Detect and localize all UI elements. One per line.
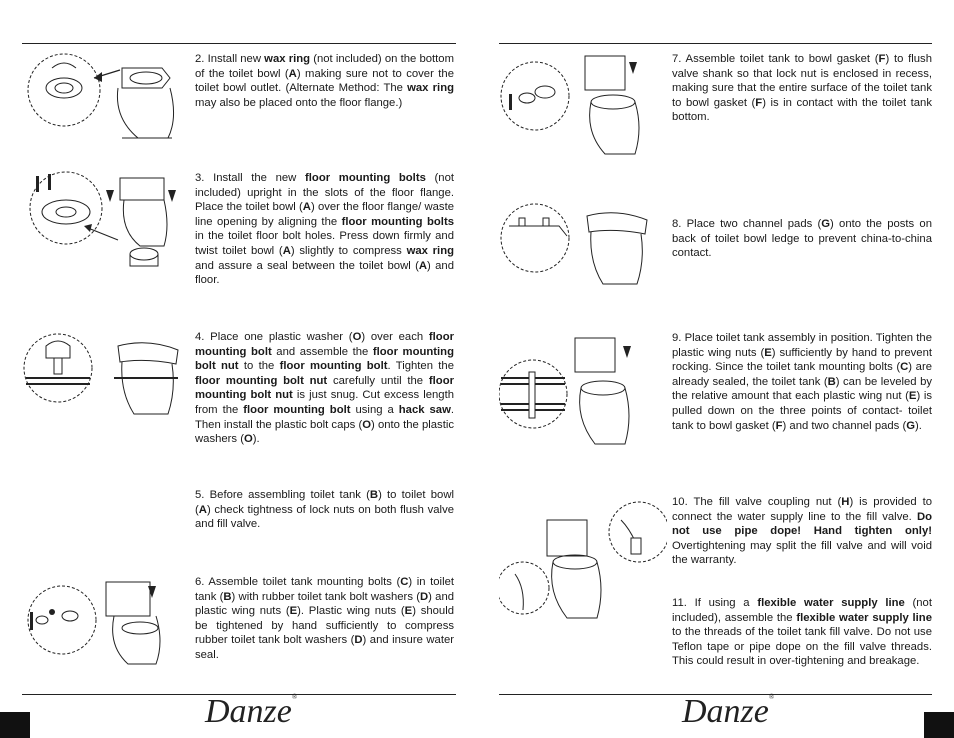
bold-term: H <box>841 496 850 508</box>
text-run: ) and two channel pads ( <box>782 419 907 432</box>
bold-term: A <box>288 67 297 80</box>
bold-term: wax ring <box>264 53 311 65</box>
text-run: may also be placed onto the floor flange.) <box>195 96 403 109</box>
bold-term: F <box>755 96 763 109</box>
text-run: ) to toilet bowl ( <box>195 489 454 516</box>
text-run: ) sufficiently by hand to prevent rocking. Since the toilet tank mounting bolts ( <box>672 346 932 374</box>
text-run: 4. Place one plastic washer ( <box>195 331 353 343</box>
text-run: 9. Place toilet tank assembly in position. Tighten the plastic wing nuts ( <box>672 332 932 359</box>
text-run: ) should be tightened by hand sufficiently to compress rubber toilet tank bolt washers ( <box>195 605 454 647</box>
text-run: ) and floor. <box>195 259 454 287</box>
text-run: carefully until the <box>327 374 429 387</box>
bold-term: flexible water supply line <box>757 597 905 609</box>
bold-term: A <box>302 201 311 214</box>
bold-term: E <box>289 605 298 618</box>
text-run: ) is pulled down on the three points of contact- toilet tank to bowl gasket ( <box>672 390 932 432</box>
tank-gasket-illustration <box>499 52 659 164</box>
text-run: ) and insure water seal. <box>195 634 454 661</box>
bold-term: G <box>906 419 916 432</box>
bold-term: flexible water supply line <box>796 611 932 624</box>
text-run: ) can be leveled by the relative amount that each plastic wing nut ( <box>672 375 933 403</box>
step-11-text <box>672 596 932 669</box>
text-run: ). Plastic wing nuts ( <box>297 605 405 618</box>
text-run: ) making sure not to cover the toilet bowl outlet. (Alternate Method: The <box>195 67 454 95</box>
floor-bolts-illustration <box>22 168 182 280</box>
text-run: ) in toilet tank ( <box>195 576 454 603</box>
bold-term: O <box>243 433 253 446</box>
text-run: 6. Assemble toilet tank mounting bolts ( <box>195 576 401 588</box>
text-run: ) slightly to compress <box>290 244 407 257</box>
text-run: ) and plastic wing nuts ( <box>195 590 455 618</box>
bold-term: E <box>404 605 413 618</box>
step-9-text <box>672 331 932 433</box>
tank-position-illustration <box>499 332 659 456</box>
text-run: Overtightening may split the fill valve and will void the warranty. <box>672 539 932 567</box>
bold-term: F <box>775 419 783 432</box>
text-run: 7. Assemble toilet tank to bowl gasket ( <box>672 53 879 65</box>
bold-term: B <box>369 489 379 501</box>
text-run: in the toilet floor bolt holes. Press down firmly and twist toilet bowl ( <box>195 230 454 257</box>
tank-bolts-illustration <box>22 572 182 688</box>
bolt-nut-illustration <box>22 326 182 426</box>
right-page-tab <box>924 712 954 738</box>
text-run: (not included) on the bottom of the toilet bowl ( <box>195 53 454 80</box>
text-run: 8. Place two channel pads ( <box>672 218 822 230</box>
text-run: and assemble the <box>271 345 373 358</box>
text-run: . Then install the plastic bolt caps ( <box>195 403 454 431</box>
bold-term: A <box>418 259 428 272</box>
channel-pads-illustration <box>499 196 659 296</box>
text-run: ) onto the posts on back of toilet bowl ledge to prevent china-to-china contact. <box>672 218 932 260</box>
bold-term: G <box>821 218 831 230</box>
bold-term: floor mounting bolts <box>305 172 426 184</box>
text-run: ) to flush valve shank so that lock nut is enclosed in recess, making sure that the entire surface of the toilet tank to bowl gasket ( <box>672 53 932 109</box>
text-run: 10. The fill valve coupling nut ( <box>672 496 842 508</box>
text-run: 3. Install the new <box>195 172 306 184</box>
bold-term: O <box>352 331 362 343</box>
step-3-text <box>195 171 454 288</box>
bold-term: F <box>878 53 886 65</box>
bold-term: D <box>354 634 363 647</box>
wax-ring-illustration <box>22 48 182 148</box>
text-run: ) is in contact with the toilet tank bottom. <box>672 96 932 124</box>
bold-term: E <box>764 346 772 359</box>
bold-term: floor mounting bolt <box>279 360 388 373</box>
text-run: ) over each <box>361 331 429 343</box>
bold-term: floor mounting bolt <box>243 403 351 416</box>
text-run: is just snug. Cut excess length from the <box>195 389 454 416</box>
text-run: ) with rubber toilet tank bolt washers ( <box>231 590 420 603</box>
step-2-text <box>195 52 454 110</box>
bold-term: wax ring <box>407 82 454 95</box>
bold-term: floor mounting bolt nut <box>195 345 454 373</box>
step-8-text <box>672 217 932 261</box>
left-page-tab <box>0 712 30 738</box>
text-run: to the threads of the toilet tank fill valve. Do not use Teflon tape or pipe dope on the fill valve threads. This could result in over-tightening and breakage. <box>672 626 932 668</box>
step-10-text <box>672 495 932 568</box>
left-top-rule <box>22 43 456 44</box>
text-run: . Tighten the <box>387 360 454 373</box>
step-5-text <box>195 488 454 532</box>
brand-logo-right: Danze® <box>682 693 775 730</box>
bold-term: floor mounting bolt nut <box>195 374 328 387</box>
text-run: ) is provided to connect the water supply line to the fill valve. <box>672 496 933 523</box>
text-run: 5. Before assembling toilet tank ( <box>195 489 370 501</box>
text-run: to the <box>238 360 280 373</box>
text-run: ). <box>252 433 260 446</box>
water-supply-illustration <box>499 500 667 624</box>
text-run: ) check tightness of lock nuts on both flush valve and fill valve. <box>195 503 454 531</box>
text-run: ) are already sealed, the toilet tank ( <box>672 361 932 388</box>
bold-term: floor mounting bolts <box>341 215 454 228</box>
bold-term: D <box>419 590 429 603</box>
text-run: (not included), assemble the <box>672 597 932 624</box>
bold-term: A <box>198 503 207 516</box>
bold-term: B <box>827 375 836 388</box>
bold-term: wax ring <box>406 244 454 257</box>
text-run: ) over the floor flange/ waste line opening by aligning the <box>195 201 454 228</box>
text-run: (not included) upright in the slots of the floor flange. Place the toilet bowl ( <box>195 172 455 214</box>
bold-term: floor mounting bolt <box>195 331 455 358</box>
text-run: ) onto the plastic washers ( <box>195 418 454 446</box>
step-4-text <box>195 330 454 447</box>
right-top-rule <box>499 43 932 44</box>
text-run: and assure a seal between the toilet bowl ( <box>195 259 419 272</box>
brand-logo-left: Danze® <box>205 693 298 730</box>
bold-term: Do not use pipe dope! Hand tighten only! <box>672 510 932 538</box>
bold-term: A <box>282 244 291 257</box>
bold-term: E <box>908 390 917 403</box>
text-run: ). <box>915 419 922 432</box>
step-7-text <box>672 52 932 125</box>
step-6-text <box>195 575 454 663</box>
text-run: 2. Install new <box>195 53 265 65</box>
bold-term: O <box>362 418 372 431</box>
bold-term: floor mounting bolt nut <box>195 374 454 402</box>
bold-term: C <box>400 576 409 588</box>
text-run: 11. If using a <box>672 597 758 609</box>
bold-term: C <box>900 361 909 374</box>
text-run: using a <box>350 403 399 416</box>
bold-term: hack saw <box>398 403 451 416</box>
bold-term: B <box>223 590 232 603</box>
